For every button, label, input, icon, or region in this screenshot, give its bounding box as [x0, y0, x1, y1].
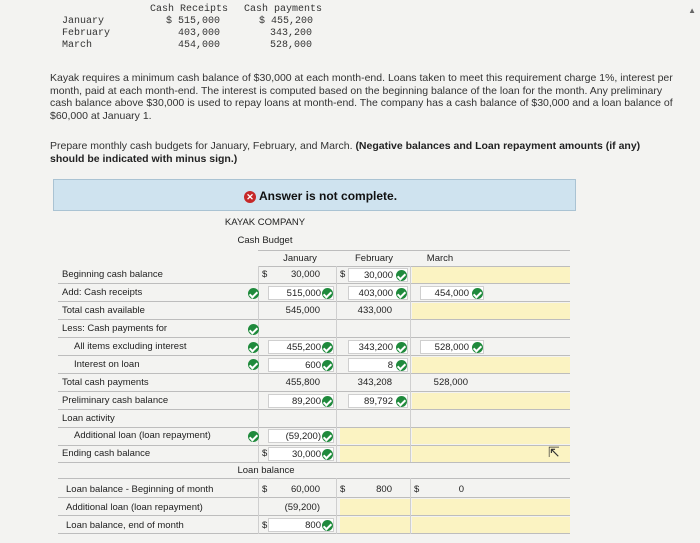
instruction-plain: Prepare monthly cash budgets for January, February, and March. [50, 140, 356, 152]
mar-total-available-input[interactable] [412, 303, 570, 319]
dollar-sign: $ [414, 484, 420, 495]
feb-cash-receipts-input[interactable]: 403,000 [348, 286, 408, 300]
month-label: March [62, 40, 93, 51]
mar-beginning-cash-input[interactable] [412, 267, 570, 283]
jan-interest-input[interactable]: 600 [268, 358, 334, 372]
company-name: KAYAK COMPANY [224, 217, 306, 228]
mouse-cursor-icon: ⇱ [548, 444, 560, 460]
dollar-sign: $ [262, 448, 268, 459]
dollar-sign: $ [262, 269, 268, 280]
instruction-bold: (Negative balances and Loan repayment amounts (if any) should be indicated with minus sign.) [50, 140, 641, 165]
mar-loan-beginning: 0 [458, 484, 464, 495]
row-label: Additional loan (loan repayment) [74, 430, 211, 441]
row-label: Loan activity [62, 413, 115, 424]
feb-loan-end-input[interactable] [340, 517, 410, 533]
check-icon [248, 359, 259, 370]
check-icon [248, 431, 259, 442]
mar-total-payments: 528,000 [433, 377, 468, 388]
check-icon [322, 431, 333, 442]
row-label: Total cash available [62, 305, 145, 316]
jan-beginning-cash: 30,000 [290, 269, 320, 280]
mar-loan-activity-input[interactable] [412, 428, 570, 444]
row-label: Beginning cash balance [62, 269, 163, 280]
check-icon [322, 449, 333, 460]
receipt-value: 403,000 [177, 28, 220, 39]
check-icon [248, 324, 259, 335]
receipt-value: 454,000 [177, 40, 220, 51]
mar-interest-input[interactable] [412, 357, 570, 373]
loan-row-label: Loan balance - Beginning of month [66, 484, 214, 495]
dollar-sign: $ [340, 269, 346, 280]
scroll-up-icon[interactable]: ▲ [688, 6, 696, 15]
feb-ending-cash-input[interactable] [340, 446, 410, 462]
jan-loan-additional: (59,200) [284, 502, 320, 513]
row-label: All items excluding interest [74, 341, 187, 352]
mar-payments-input[interactable]: 528,000 [420, 340, 484, 354]
mar-preliminary-input[interactable] [412, 393, 570, 409]
payment-value: 343,200 [269, 28, 312, 39]
payment-value: 528,000 [269, 40, 312, 51]
check-icon [322, 342, 333, 353]
payments-header: Cash payments [244, 4, 323, 15]
payment-value: $ 455,200 [259, 16, 314, 27]
feb-beginning-cash-input[interactable]: 30,000 [348, 268, 408, 282]
budget-title: Cash Budget [237, 235, 293, 246]
mar-loan-end-input[interactable] [412, 517, 570, 533]
x-circle-icon: ✕ [244, 191, 256, 203]
column-header-march: March [426, 253, 454, 264]
feb-interest-input[interactable]: 8 [348, 358, 408, 372]
month-label: February [62, 28, 111, 39]
answer-status-banner [53, 179, 576, 211]
row-label: Interest on loan [74, 359, 140, 370]
check-icon [396, 360, 407, 371]
dollar-sign: $ [340, 484, 346, 495]
loan-row-label: Additional loan (loan repayment) [66, 502, 203, 513]
check-icon [322, 396, 333, 407]
problem-text: Kayak requires a minimum cash balance of $30,000 at each month-end. Loans taken to meet this requirement charge 1%, interest per month, paid at each month-end. The interest is computed based on the beginning balance of the loan for the month. Any preliminary cash balance above $30,000 is used to repay loans at month-end. The company has a cash balance of $30,000 and a loan balance of $60,000 at January 1. [50, 72, 673, 122]
feb-preliminary-input[interactable]: 89,792 [348, 394, 408, 408]
column-header-january: January [283, 253, 317, 264]
jan-preliminary-input[interactable]: 89,200 [268, 394, 334, 408]
receipts-header: Cash Receipts [150, 4, 229, 15]
feb-loan-additional-input[interactable] [340, 499, 410, 515]
feb-payments-input[interactable]: 343,200 [348, 340, 408, 354]
mar-loan-additional-input[interactable] [412, 499, 570, 515]
jan-ending-cash-input[interactable]: 30,000 [268, 447, 334, 461]
row-label: Total cash payments [62, 377, 149, 388]
check-icon [322, 288, 333, 299]
mar-cash-receipts-input[interactable]: 454,000 [420, 286, 484, 300]
check-icon [472, 288, 483, 299]
jan-total-payments: 455,800 [285, 377, 320, 388]
loan-row-label: Loan balance, end of month [66, 520, 184, 531]
row-label: Add: Cash receipts [62, 287, 143, 298]
dollar-sign: $ [262, 484, 268, 495]
jan-total-available: 545,000 [285, 305, 320, 316]
feb-loan-beginning: 800 [376, 484, 392, 495]
receipt-value: $ 515,000 [166, 16, 221, 27]
check-icon [472, 342, 483, 353]
column-header-february: February [354, 253, 393, 264]
jan-loan-beginning: 60,000 [290, 484, 320, 495]
check-icon [248, 288, 259, 299]
row-label: Less: Cash payments for [62, 323, 168, 334]
check-icon [396, 288, 407, 299]
check-icon [248, 342, 259, 353]
answer-status-text: Answer is not complete. [259, 189, 398, 203]
mar-ending-cash-input[interactable] [412, 446, 570, 462]
check-icon [396, 342, 407, 353]
row-label: Ending cash balance [62, 448, 151, 459]
feb-total-available: 433,000 [357, 305, 392, 316]
row-label: Preliminary cash balance [62, 395, 169, 406]
dollar-sign: $ [262, 520, 268, 531]
instruction-text [50, 140, 675, 165]
check-icon [396, 270, 407, 281]
jan-cash-receipts-input[interactable]: 515,000 [268, 286, 334, 300]
check-icon [322, 360, 333, 371]
jan-loan-activity-input[interactable]: (59,200) [268, 429, 334, 443]
feb-loan-activity-input[interactable] [340, 428, 410, 444]
feb-total-payments: 343,208 [357, 377, 392, 388]
check-icon [322, 520, 333, 531]
jan-payments-input[interactable]: 455,200 [268, 340, 334, 354]
check-icon [396, 396, 407, 407]
loan-section-title: Loan balance [237, 465, 295, 476]
jan-loan-end-input[interactable]: 800 [268, 518, 334, 532]
month-label: January [62, 16, 105, 27]
